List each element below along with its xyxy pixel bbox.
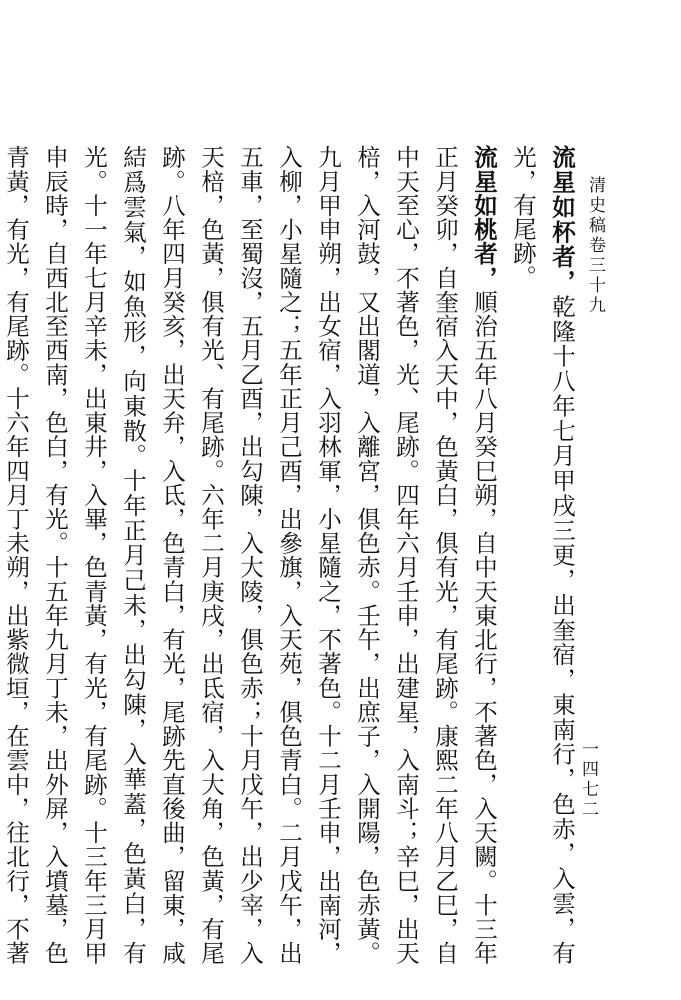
entry-heading: 流星如桃者， bbox=[470, 145, 498, 290]
entry-text: 順治五年八月癸巳朔，自中天東北行，不著色，入天闕。十三年正月癸卯，自奎宿入天中，色黃白，俱有光，有尾跡。康熙二年八月乙巳，自中天至心，不著色，光、尾跡。四年六月壬申，出建星，入南斗；辛巳，出天棓，入河鼓，又出閣道，入離宮，俱色赤。壬午，出庶子，入開陽，色赤黃。九月甲申朔，出女宿，入羽林軍，小星隨之，不著色。十二月壬申，出南河，入柳，小星隨之；五年正月己酉，出參旗，入天苑，俱色青白。二月戊午，出五車，至蜀沒，五月乙酉，出勾陳，入大陵，俱色赤；十月戊午，出少宰，入天棓，色黃，俱有光、有尾跡。六年二月庚戌，出氐宿，入大角，色黃，有尾跡。八年四月癸亥，出天弁，入氐，色青白，有光，尾跡先直後曲，留東，咸結爲雲氣，如魚形，向東散。十年正月己未，出勾陳，入華蓋，色黃白，有光。十一年七月辛未，出東井，入畢，色青黃，有光，有尾跡。十三年三月甲申辰時，自西北至西南，色白，有光。十五年九月丁未，出外屏，入墳墓，色青黃，有光，有尾跡。十六年四月丁未朔，出紫微垣，在雲中，往北行，不著 bbox=[2, 145, 498, 966]
paragraph bbox=[503, 145, 581, 965]
entry-heading: 流星如杯者， bbox=[548, 145, 576, 295]
entry-text: 乾隆十八年七月甲戌三更，出奎宿，東南行，色赤，入雲，有光，有尾跡。 bbox=[509, 145, 576, 965]
body-text bbox=[2, 145, 581, 966]
running-header-title: 清史稿卷三十九 bbox=[585, 176, 605, 316]
page-number: 一四七二 bbox=[578, 740, 598, 820]
paragraph bbox=[0, 145, 503, 965]
